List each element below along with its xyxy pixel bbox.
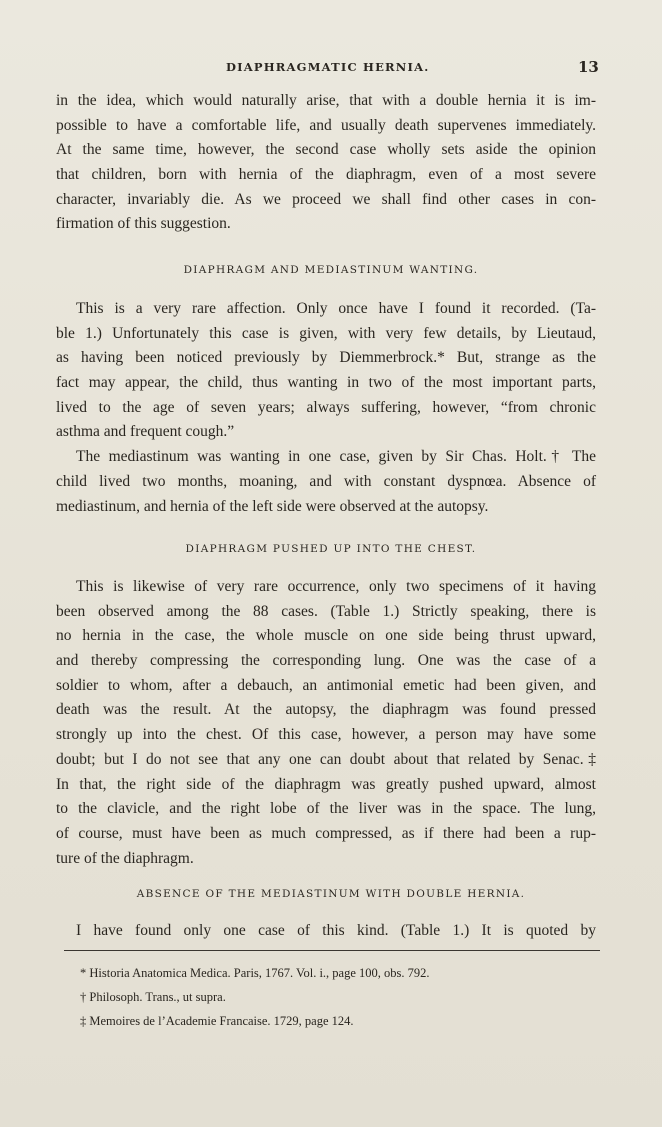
text-line: of course, must have been as much compressed, as if there had been a rup- xyxy=(56,824,596,842)
section-heading-absence-mediastinum: ABSENCE OF THE MEDIASTINUM WITH DOUBLE HERNIA. xyxy=(136,888,526,900)
running-head xyxy=(0,58,662,78)
footnote: ‡ Memoires de l’Academie Francaise. 1729, page 124. xyxy=(80,1014,354,1028)
text-line: child lived two months, moaning, and with constant dyspnœa. Absence of xyxy=(56,472,596,490)
text-line: I have found only one case of this kind. (Table 1.) It is quoted by xyxy=(76,922,596,939)
section-heading-diaphragm-mediastinum-wanting: DIAPHRAGM AND MEDIASTINUM WANTING. xyxy=(183,264,479,276)
text-line: doubt; but I do not see that any one can doubt about that related by Senac.‡ xyxy=(56,750,596,768)
section2-body xyxy=(56,575,596,871)
text-line: death was the result. At the autopsy, the diaphragm was found pressed xyxy=(56,701,596,719)
footnotes xyxy=(80,961,430,1033)
text-line: ble 1.) Unfortunately this case is given, with very few details, by Lieutaud, xyxy=(56,324,596,342)
text-line: no hernia in the case, the whole muscle on one side being thrust upward, xyxy=(56,627,596,645)
text-line: In that, the right side of the diaphragm was greatly pushed upward, almost xyxy=(56,775,596,793)
text-line: firmation of this suggestion. xyxy=(56,215,231,233)
text-line: to the clavicle, and the right lobe of the liver was in the space. The lung, xyxy=(56,800,596,818)
text-line: possible to have a comfortable life, and usually death supervenes immediately. xyxy=(56,116,596,134)
footnote-rule xyxy=(64,950,600,951)
text-line: soldier to whom, after a debauch, an antimonial emetic had been given, and xyxy=(56,676,596,694)
footnote: † Philosoph. Trans., ut supra. xyxy=(80,990,226,1004)
text-line: been observed among the 88 cases. (Table 1.) Strictly speaking, there is xyxy=(56,602,596,620)
text-line: At the same time, however, the second case wholly sets aside the opinion xyxy=(56,141,596,159)
text-line: This is a very rare affection. Only once have I found it recorded. (Ta- xyxy=(76,300,596,317)
text-line: as having been noticed previously by Diemmerbrock.* But, strange as the xyxy=(56,349,596,367)
text-line: The mediastinum was wanting in one case, given by Sir Chas. Holt.† The xyxy=(76,448,596,466)
text-line: This is likewise of very rare occurrence, only two specimens of it having xyxy=(76,578,596,595)
section1-body xyxy=(56,297,596,519)
footnote: * Historia Anatomica Medica. Paris, 1767. Vol. i., page 100, obs. 792. xyxy=(80,966,430,980)
text-line: lived to the age of seven years; always suffering, however, “from chronic xyxy=(56,398,596,416)
text-line: that children, born with hernia of the diaphragm, even of a most severe xyxy=(56,166,596,184)
text-line: and thereby compressing the corresponding lung. One was the case of a xyxy=(56,652,596,670)
text-line: character, invariably die. As we proceed we shall find other cases in con- xyxy=(56,190,596,208)
text-line: ture of the diaphragm. xyxy=(56,849,194,867)
running-title: DIAPHRAGMATIC HERNIA. xyxy=(226,60,430,74)
section-heading-diaphragm-pushed-up: DIAPHRAGM PUSHED UP INTO THE CHEST. xyxy=(185,543,477,555)
text-line: asthma and frequent cough.” xyxy=(56,423,235,441)
section3-body xyxy=(56,919,596,944)
intro-paragraph xyxy=(56,89,596,237)
text-line: fact may appear, the child, thus wanting in two of the most important parts, xyxy=(56,374,596,392)
text-line: in the idea, which would naturally arise, that with a double hernia it is im- xyxy=(56,92,596,109)
text-line: mediastinum, and hernia of the left side were observed at the autopsy. xyxy=(56,497,489,515)
page-number: 13 xyxy=(578,58,599,76)
text-line: strongly up into the chest. Of this case, however, a person may have some xyxy=(56,726,596,744)
